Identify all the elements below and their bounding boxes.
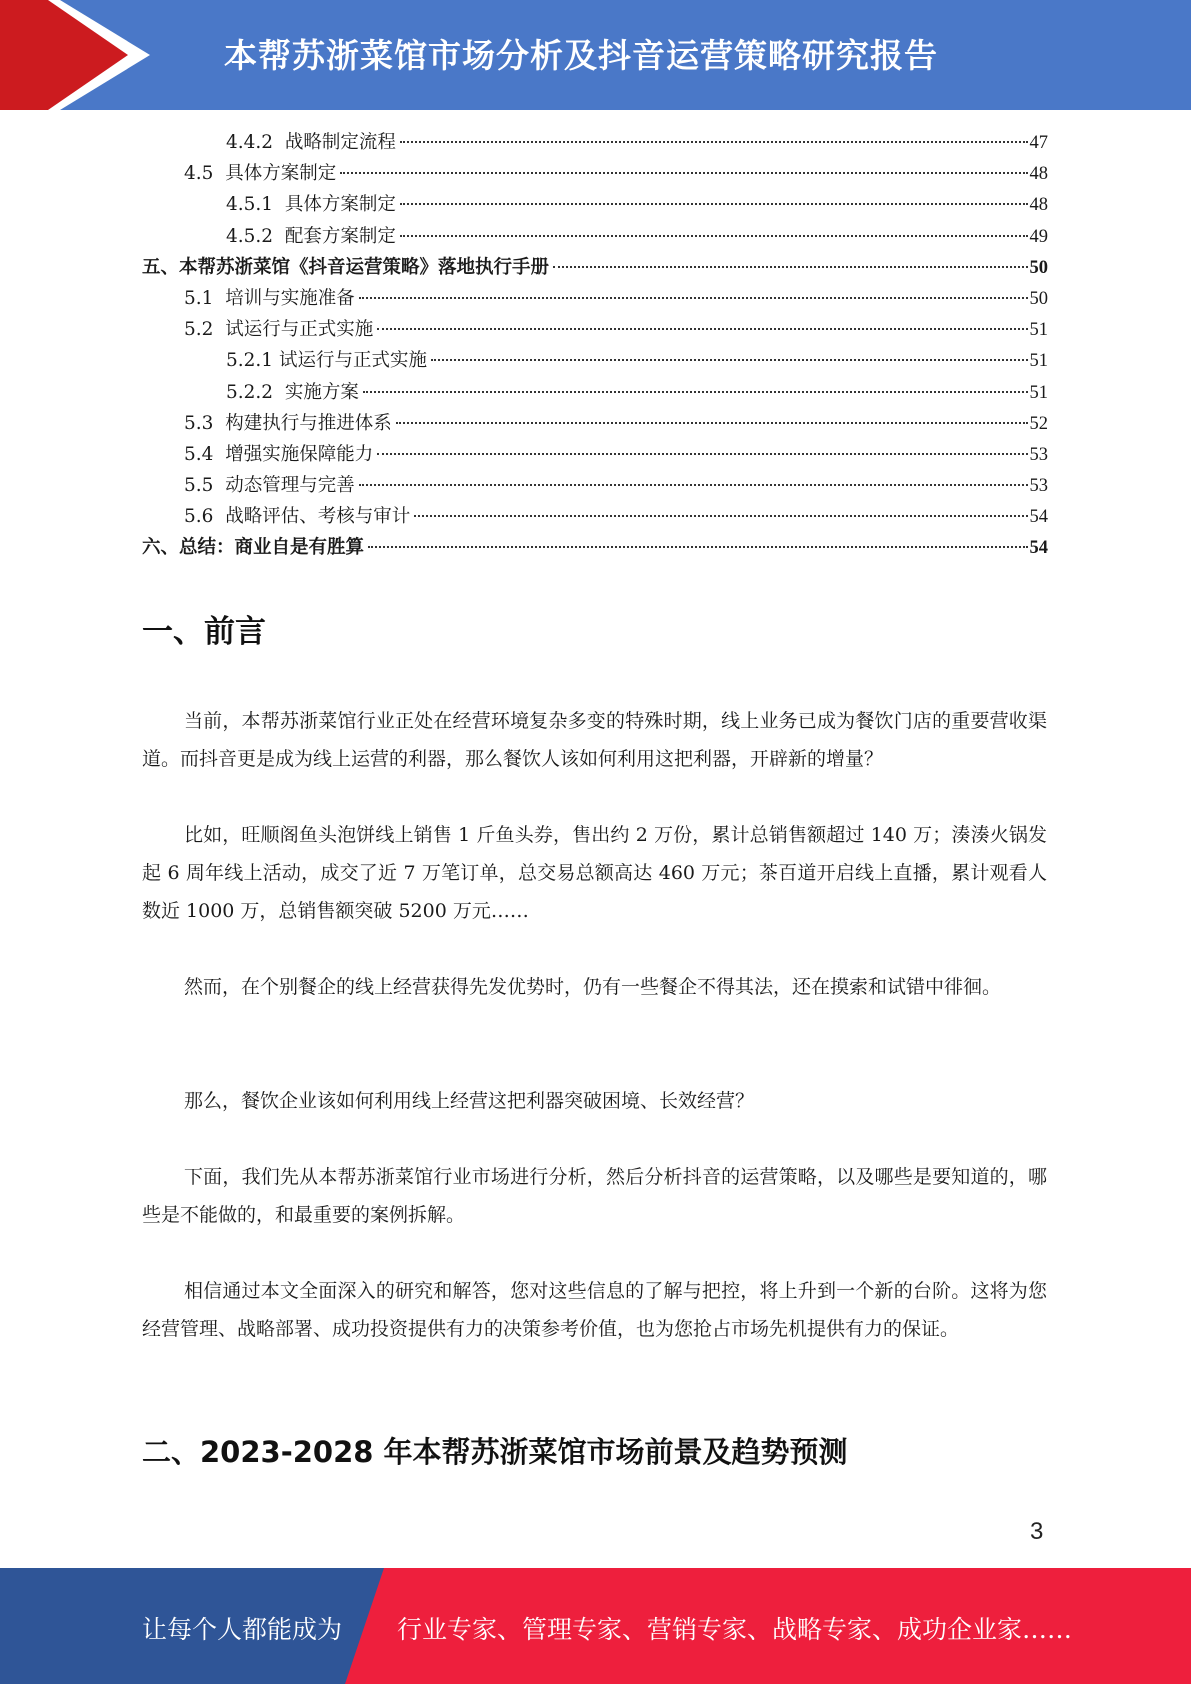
toc-dot-leader	[396, 422, 1028, 424]
toc-entry-number: 5.6	[184, 506, 226, 528]
toc-entry-title: 试运行与正式实施	[278, 350, 427, 372]
toc-entry-page: 51	[1029, 351, 1048, 372]
toc-entry-number: 4.5.2	[226, 225, 285, 247]
toc-entry-page: 48	[1029, 195, 1048, 216]
toc-entry[interactable]	[142, 222, 1048, 253]
toc-dot-leader	[359, 297, 1028, 299]
paragraph: 比如，旺顺阁鱼头泡饼线上销售 1 斤鱼头券，售出约 2 万份，累计总销售额超过 140 万；湊湊火锅发起 6 周年线上活动，成交了近 7 万笔订单，总交易总额高达 460 万元；茶百道开启线上直播，累计观看人数近 1000 万，总销售额突破 5200 万元……	[142, 824, 1047, 922]
paragraph: 那么，餐饮企业该如何利用线上经营这把利器突破困境、长效经营？	[184, 1090, 755, 1112]
section-heading-forecast: 二、2023-2028 年本帮苏浙菜馆市场前景及趋势预测	[142, 1435, 848, 1469]
toc-entry-page: 48	[1029, 164, 1048, 185]
toc-entry-title: 构建执行与推进体系	[225, 412, 392, 434]
report-title: 本帮苏浙菜馆市场分析及抖音运营策略研究报告	[224, 36, 938, 75]
toc-entry-number: 5.5	[184, 475, 226, 497]
toc-entry-number: 5.2.1	[226, 350, 279, 372]
toc-dot-leader	[553, 266, 1027, 268]
toc-entry-title: 实施方案	[284, 381, 359, 403]
toc-entry[interactable]	[142, 253, 1048, 284]
toc-entry-page: 47	[1029, 133, 1048, 153]
toc-entry-title: 培训与实施准备	[225, 287, 355, 309]
toc-entry-page: 54	[1029, 538, 1048, 559]
toc-entry[interactable]	[142, 346, 1048, 377]
paragraph: 然而，在个别餐企的线上经营获得先发优势时，仍有一些餐企不得其法，还在摸索和试错中徘徊。	[184, 976, 1002, 998]
toc-entry-title: 动态管理与完善	[225, 475, 355, 497]
table-of-contents	[142, 128, 1048, 565]
toc-entry-page: 50	[1029, 257, 1048, 278]
toc-entry[interactable]	[142, 378, 1048, 409]
toc-entry-page: 51	[1029, 320, 1048, 341]
toc-entry-number: 4.4.2	[226, 132, 285, 153]
section-heading-preface: 一、前言	[142, 614, 266, 650]
toc-entry-number: 5.2	[184, 319, 226, 341]
toc-entry[interactable]	[142, 128, 1048, 159]
chevron-logo-icon	[0, 0, 160, 110]
paragraph: 相信通过本文全面深入的研究和解答，您对这些信息的了解与把控，将上升到一个新的台阶。这将为您经营管理、战略部署、成功投资提供有力的决策参考价值，也为您抢占市场先机提供有力的保证。	[142, 1280, 1047, 1340]
toc-entry-title: 具体方案制定	[284, 194, 396, 216]
toc-entry-title: 试运行与正式实施	[225, 319, 374, 341]
toc-entry-title: 六、总结：商业自是有胜算	[142, 537, 365, 559]
toc-entry-number: 5.4	[184, 443, 226, 465]
toc-entry-number: 5.2.2	[226, 381, 285, 403]
toc-entry-page: 53	[1029, 444, 1048, 465]
toc-dot-leader	[377, 453, 1027, 455]
toc-entry[interactable]	[142, 409, 1048, 440]
toc-entry-title: 具体方案制定	[225, 163, 337, 185]
toc-entry[interactable]	[142, 471, 1048, 502]
toc-dot-leader	[340, 172, 1027, 174]
toc-entry-number: 5.3	[184, 412, 226, 434]
toc-dot-leader	[359, 484, 1028, 486]
toc-entry[interactable]	[142, 159, 1048, 190]
toc-entry-title: 配套方案制定	[284, 225, 396, 247]
toc-dot-leader	[414, 515, 1027, 517]
toc-entry[interactable]	[142, 502, 1048, 533]
toc-entry-title: 增强实施保障能力	[225, 443, 374, 465]
toc-entry-title: 五、本帮苏浙菜馆《抖音运营策略》落地执行手册	[142, 256, 550, 278]
footer-band	[0, 1568, 1191, 1684]
toc-entry-page: 49	[1029, 226, 1048, 247]
toc-entry[interactable]	[142, 533, 1048, 564]
footer-slogan-left: 让每个人都能成为	[142, 1615, 343, 1644]
toc-entry-number: 4.5.1	[226, 194, 285, 216]
toc-entry[interactable]	[142, 440, 1048, 471]
toc-entry-page: 50	[1029, 288, 1048, 309]
toc-dot-leader	[400, 203, 1028, 205]
paragraph: 下面，我们先从本帮苏浙菜馆行业市场进行分析，然后分析抖音的运营策略，以及哪些是要知道的，哪些是不能做的，和最重要的案例拆解。	[142, 1166, 1047, 1226]
toc-entry-number: 5.1	[184, 287, 226, 309]
toc-entry-number: 4.5	[184, 163, 226, 185]
footer-slogan-right: 行业专家、管理专家、营销专家、战略专家、成功企业家……	[397, 1615, 1073, 1644]
toc-entry-title: 战略制定流程	[284, 132, 396, 153]
toc-dot-leader	[400, 141, 1028, 143]
toc-entry[interactable]	[142, 315, 1048, 346]
toc-dot-leader	[363, 391, 1028, 393]
toc-entry-page: 53	[1029, 476, 1048, 497]
toc-entry-page: 51	[1029, 382, 1048, 403]
toc-entry[interactable]	[142, 284, 1048, 315]
header-band	[0, 0, 1191, 110]
toc-entry-title: 战略评估、考核与审计	[225, 506, 411, 528]
toc-dot-leader	[400, 235, 1028, 237]
toc-entry[interactable]	[142, 190, 1048, 221]
toc-entry-page: 54	[1029, 507, 1048, 528]
toc-dot-leader	[368, 546, 1027, 548]
paragraph: 当前，本帮苏浙菜馆行业正处在经营环境复杂多变的特殊时期，线上业务已成为餐饮门店的重要营收渠道。而抖音更是成为线上运营的利器，那么餐饮人该如何利用这把利器，开辟新的增量？	[142, 710, 1047, 770]
toc-dot-leader	[377, 328, 1027, 330]
toc-dot-leader	[431, 359, 1028, 361]
toc-entry-page: 52	[1029, 413, 1048, 434]
page-number: 3	[1030, 1518, 1044, 1545]
